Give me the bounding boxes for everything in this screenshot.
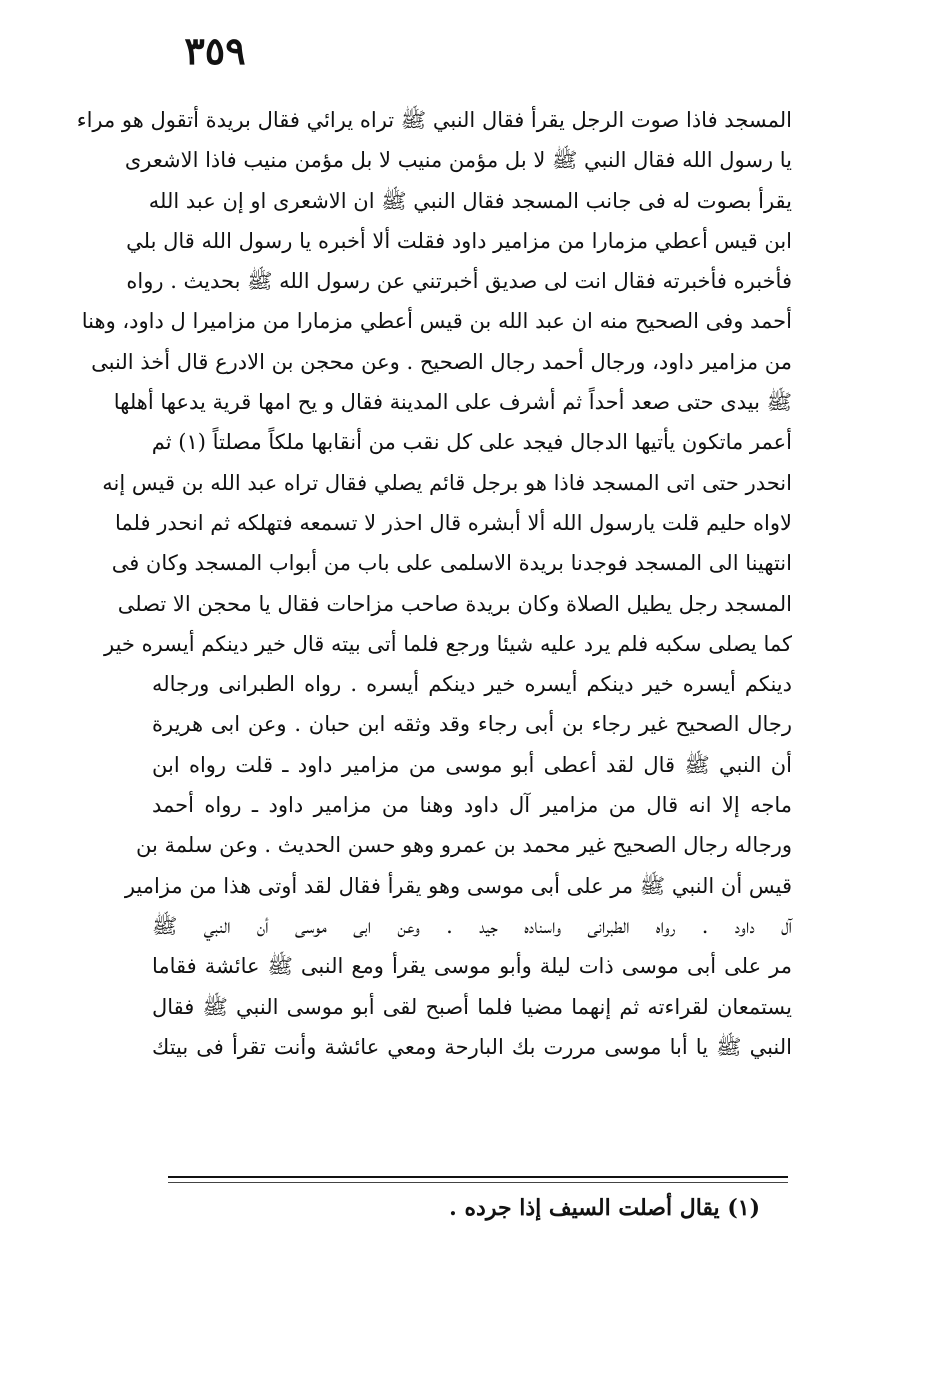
text-line: المسجد رجل يطيل الصلاة وكان بريدة صاحب مزاحات فقال يا محجن الا تصلى (117, 591, 792, 616)
text-line: انتهينا الى المسجد فوجدنا بريدة الاسلمى على باب من أبواب المسجد وكان فى (111, 551, 792, 576)
text-line: مر على أبى موسى ذات ليلة وأبو موسى يقرأ ومع النبى ﷺ عائشة فقاما (152, 954, 792, 979)
text-line: كما يصلى سكبه فلم يرد عليه شيئا ورجع فلما أتى بيته قال خير دينكم أيسره خير (103, 631, 792, 656)
text-line: فأخبره فأخبرته فقال انت لى صديق أخبرتني عن رسول الله ﷺ بحديث . رواه (126, 269, 792, 294)
text-line: انحدر حتى اتى المسجد فاذا هو برجل قائم يصلي فقال تراه عبد الله بن قيس إنه (102, 470, 792, 495)
text-line: النبي ﷺ يا أبا موسى مررت بك البارحة ومعي عائشة وأنت تقرأ فى بيتك (152, 1034, 792, 1059)
text-line: أن النبي ﷺ قال لقد أعطى أبو موسى من مزامير داود ـ قلت رواه ابن (152, 752, 792, 777)
footnote: (١) يقال أصلت السيف إذا جرده . (449, 1195, 760, 1221)
text-line: ابن قيس أعطي مزمارا من مزامير داود فقلت ألا أخبره يا رسول الله قال بلي (126, 228, 792, 253)
text-line: أحمد وفى الصحيح منه ان عبد الله بن قيس أعطي مزمارا من مزاميرا ل داود، وهنا (81, 309, 792, 334)
text-line: يقرأ بصوت له فى جانب المسجد فقال النبي ﷺ ان الاشعرى او إن عبد الله (148, 188, 792, 213)
footnote-divider-thin (168, 1182, 788, 1183)
text-line: أعمر ماتكون يأتيها الدجال فيجد على كل نقب من أنقابها ملكاً مصلتاً (١) ثم (151, 430, 792, 455)
text-line: آل داود . رواه الطبرانى واسناده جيد . وعن ابى موسى أن النبي ﷺ (152, 913, 792, 938)
text-line: دينكم أيسره خير دينكم أيسره خير دينكم أيسره . رواه الطبرانى ورجاله (152, 672, 792, 697)
text-line: لاواه حليم قلت يارسول الله ألا أبشره قال احذر لا تسمعه فتهلكه ثم انحدر فلما (115, 510, 792, 535)
page-number: ٣٥٩ (184, 28, 246, 73)
text-line: قيس أن النبي ﷺ مر على أبى موسى وهو يقرأ فقال لقد أوتى هذا من مزامير (124, 873, 792, 898)
text-line: من مزامير داود، ورجال أحمد رجال الصحيح . وعن محجن بن الادرع قال أخذ النبى (91, 349, 792, 374)
text-line: ماجه إلا انه قال من مزامير آل داود وهنا من مزامير داود ـ رواه أحمد (152, 793, 792, 818)
text-line: رجال الصحيح غير رجاء بن أبى رجاء وقد وثقه ابن حبان . وعن ابى هريرة (152, 712, 792, 737)
text-line: يا رسول الله فقال النبي ﷺ لا بل مؤمن منيب لا بل مؤمن منيب فاذا الاشعرى (124, 148, 792, 173)
text-line: المسجد فاذا صوت الرجل يقرأ فقال النبي ﷺ تراه يرائي فقال بريدة أتقول هو مراء (76, 108, 792, 132)
text-line: يستمعان لقراءته ثم إنهما مضيا فلما أصبح لقى أبو موسى النبي ﷺ فقال (152, 994, 792, 1019)
text-line: ورجاله رجال الصحيح غير محمد بن عمرو وهو حسن الحديث . وعن سلمة بن (135, 833, 792, 858)
body-text (76, 100, 792, 1067)
footnote-divider (168, 1176, 788, 1178)
text-line: ﷺ بيدى حتى صعد أحداً ثم أشرف على المدينة فقال و يح امها قرية يدعها أهلها (113, 390, 792, 415)
